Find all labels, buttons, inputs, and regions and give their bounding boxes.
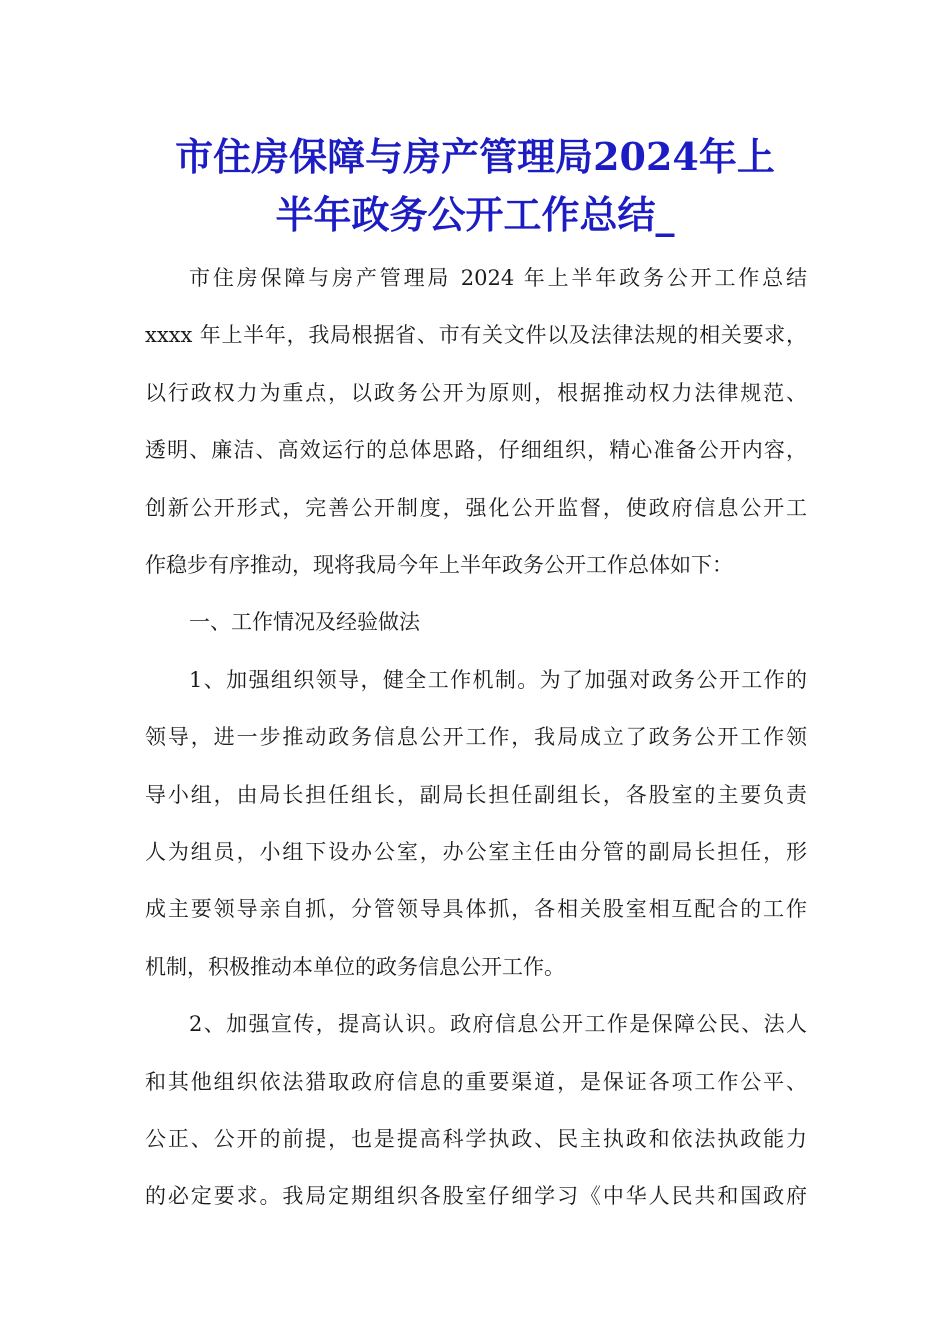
- body-line: 1、加强组织领导，健全工作机制。为了加强对政务公开工作的: [189, 667, 807, 692]
- body-line: 机制，积极推动本单位的政务信息公开工作。: [145, 954, 565, 979]
- body-line: 作稳步有序推动，现将我局今年上半年政务公开工作总体如下：: [145, 553, 733, 577]
- body-line: 公正、公开的前提，也是提高科学执政、民主执政和依法执政能力: [145, 1127, 807, 1151]
- body-line: 和其他组织依法猎取政府信息的重要渠道，是保证各项工作公平、: [145, 1069, 807, 1094]
- body-line: 成主要领导亲自抓，分管领导具体抓，各相关股室相互配合的工作: [145, 897, 807, 922]
- body-line: 2、加强宣传，提高认识。政府信息公开工作是保障公民、法人: [189, 1012, 807, 1037]
- body-line: 导小组，由局长担任组长，副局长担任副组长，各股室的主要负责: [145, 782, 807, 807]
- body-line: 透明、廉洁、高效运行的总体思路，仔细组织，精心准备公开内容，: [145, 438, 807, 463]
- body-line: 市住房保障与房产管理局 2024 年上半年政务公开工作总结: [189, 266, 807, 290]
- body-line: 领导，进一步推动政务信息公开工作，我局成立了政务公开工作领: [145, 725, 807, 750]
- body-line: xxxx 年上半年，我局根据省、市有关文件以及法律法规的相关要求，: [145, 323, 807, 348]
- body-line: 人为组员，小组下设办公室，办公室主任由分管的副局长担任，形: [145, 840, 807, 864]
- body-line: 创新公开形式，完善公开制度，强化公开监督，使政府信息公开工: [145, 495, 807, 520]
- document-title: [120, 128, 830, 244]
- body-line: 的必定要求。我局定期组织各股室仔细学习《中华人民共和国政府: [145, 1184, 807, 1209]
- body-line: 以行政权力为重点，以政务公开为原则，根据推动权力法律规范、: [145, 380, 807, 405]
- body-line: 一、工作情况及经验做法: [189, 610, 420, 635]
- title-line-1: 市住房保障与房产管理局2024年上: [175, 134, 775, 179]
- title-line-2: 半年政务公开工作总结_: [275, 192, 675, 237]
